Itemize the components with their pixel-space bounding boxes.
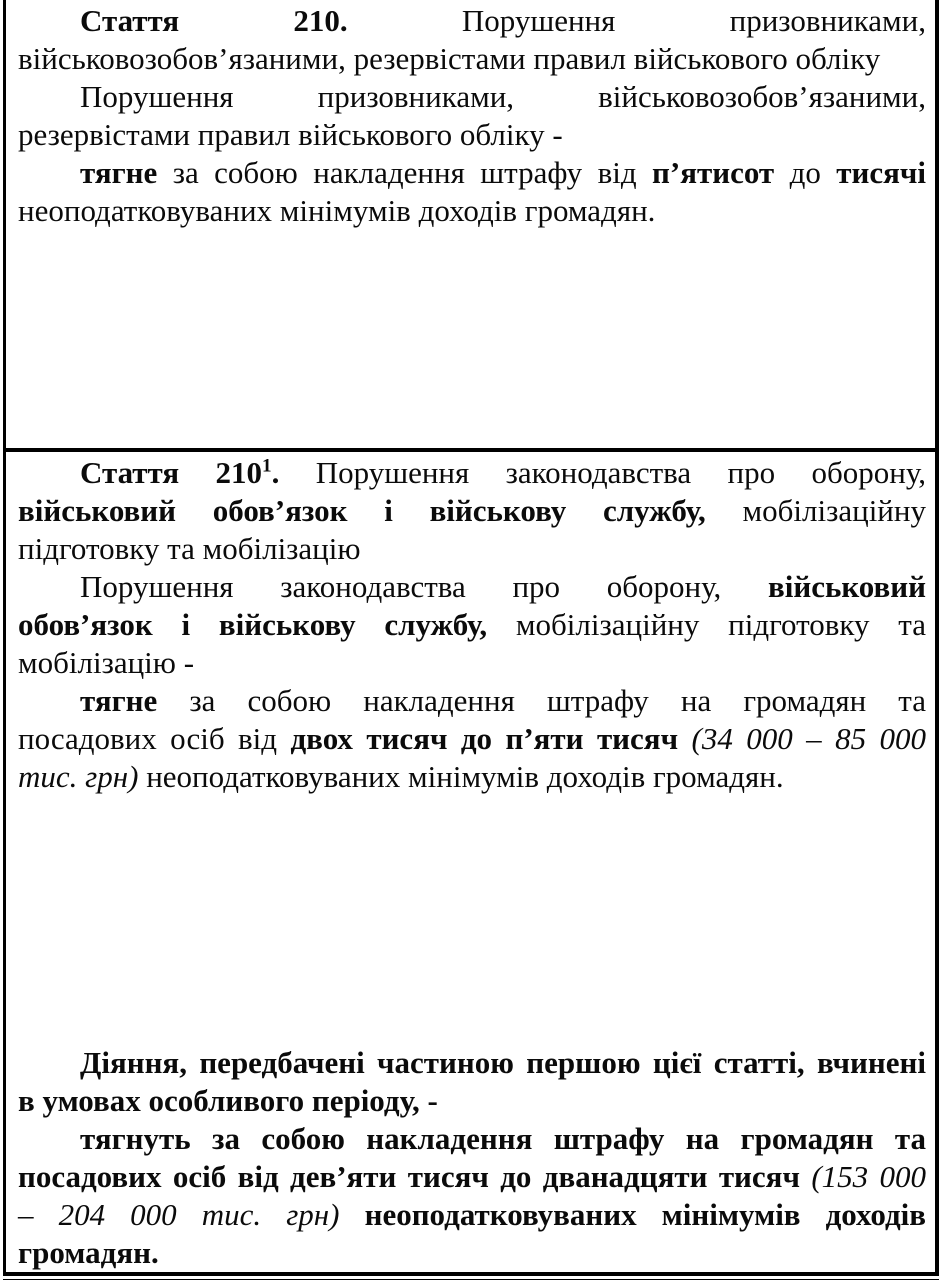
text-run: посадових осіб від: [18, 721, 291, 756]
text-line: [18, 1158, 926, 1196]
article-210-cell: [3, 0, 939, 452]
text-run: Порушення законодавства про оборону,: [80, 569, 768, 604]
text-run: .: [271, 455, 316, 490]
text-line: [18, 454, 926, 492]
text-run: тисячі: [836, 155, 926, 190]
text-line: [18, 1120, 926, 1158]
text-run: підготовку та мобілізацію: [18, 531, 361, 566]
text-run: [678, 721, 691, 756]
text-run: громадян.: [18, 1235, 159, 1270]
text-run: Порушення законодавства про оборону,: [315, 455, 926, 490]
text-run: [800, 1159, 811, 1194]
text-line: [18, 192, 926, 230]
text-line: [18, 116, 926, 154]
text-line: [18, 606, 926, 644]
text-line: [18, 1196, 926, 1234]
text-run: резервістами правил військового обліку -: [18, 117, 563, 152]
text-run: мобілізаційну підготовку та: [487, 607, 926, 642]
text-run: неоподатковуваних мінімумів доходів: [364, 1197, 926, 1232]
text-run: посадових осіб від дев’яти тисяч до дванадцяти тисяч: [18, 1159, 800, 1194]
text-run: неоподатковуваних мінімумів доходів громадян.: [138, 759, 784, 794]
text-run: (153 000: [811, 1159, 927, 1194]
text-run: обов’язок і військову службу,: [18, 607, 488, 642]
text-run: тягнуть за собою накладення штрафу на громадян та: [80, 1121, 926, 1156]
text-run: Порушення призовниками,: [461, 3, 926, 38]
text-run: тис. грн): [18, 759, 139, 794]
text-run: мобілізаційну: [705, 493, 926, 528]
text-line: [18, 40, 926, 78]
text-run: за собою накладення штрафу від: [157, 155, 653, 190]
text-run: двох тисяч до п’яти тисяч: [290, 721, 679, 756]
text-line: [18, 644, 926, 682]
text-line: [18, 1044, 926, 1082]
text-run: тягне: [80, 155, 158, 190]
text-run: п’ятисот: [652, 155, 775, 190]
text-run: в умовах особливого періоду, -: [18, 1083, 438, 1118]
text-line: [18, 154, 926, 192]
text-line: [18, 1082, 926, 1120]
text-run: Стаття 210: [80, 455, 262, 490]
text-line: [18, 568, 926, 606]
text-run: – 204 000 тис. грн): [18, 1197, 340, 1232]
text-run: військовий: [767, 569, 926, 604]
text-line: [18, 2, 926, 40]
text-line: [18, 530, 926, 568]
text-line: [18, 682, 926, 720]
text-run: військовий обов’язок і військову службу,: [18, 493, 706, 528]
text-run: мобілізацію -: [18, 645, 195, 680]
text-run: Стаття 210.: [80, 3, 462, 38]
text-line: [18, 720, 926, 758]
text-run: (34 000 – 85 000: [691, 721, 927, 756]
text-run: [340, 1197, 365, 1232]
text-run: неоподатковуваних мінімумів доходів громадян.: [18, 193, 656, 228]
text-line: [18, 758, 926, 796]
text-line: [18, 1234, 926, 1272]
article-210-1-cell: [3, 452, 939, 1276]
text-run: Порушення призовниками, військовозобов’язаними,: [80, 79, 926, 114]
text-line: [18, 492, 926, 530]
text-run: за собою накладення штрафу на громадян та: [157, 683, 926, 718]
text-line: [18, 78, 926, 116]
superscript-run: 1: [261, 455, 272, 477]
text-run: до: [774, 155, 837, 190]
statute-table: [3, 0, 939, 1280]
text-run: тягне: [80, 683, 158, 718]
text-run: військовозобов’язаними, резервістами правил військового обліку: [18, 41, 881, 76]
text-run: Діяння, передбачені частиною першою цієї статті, вчинені: [80, 1045, 926, 1080]
